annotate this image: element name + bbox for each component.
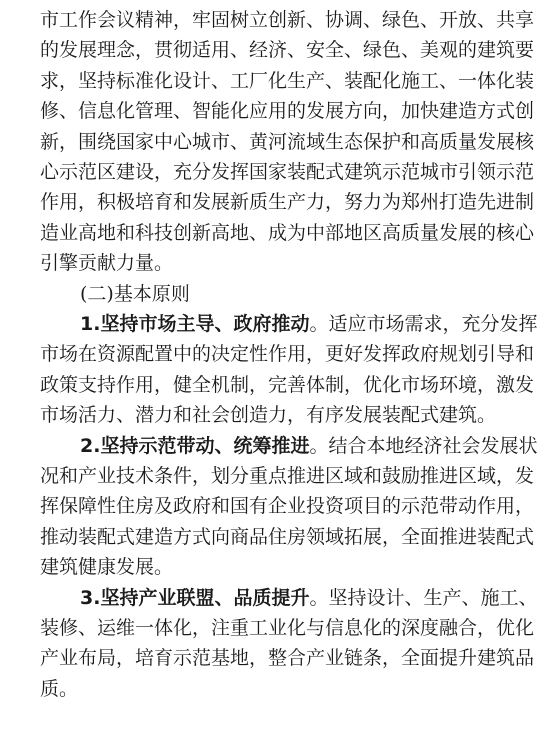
paragraph-line: 心示范区建设，充分发挥国家装配式建筑示范城市引领示范	[40, 161, 535, 183]
principle-2-first-line-rest: 。结合本地经济社会发展状	[309, 434, 538, 457]
section-heading: (二)基本原则	[80, 282, 190, 305]
paragraph-line: 挥保障性住房及政府和国有企业投资项目的示范带动作用，	[40, 495, 535, 518]
principle-1-first-line	[80, 312, 538, 336]
paragraph-line: 推动装配式建造方式向商品住房领域拓展，全面推进装配式	[40, 525, 535, 548]
principle-1-title: 1.坚持市场主导、政府推动	[80, 313, 310, 335]
paragraph-line: 新，围绕国家中心城市、黄河流域生态保护和高质量发展核	[40, 130, 535, 153]
principle-2-first-line	[80, 434, 538, 458]
paragraph-line: 装修、运维一体化，注重工业化与信息化的深度融合，优化	[40, 617, 535, 639]
paragraph-line: 况和产业技术条件，划分重点推进区域和鼓励推进区域，发	[40, 465, 535, 487]
paragraph-line: 政策支持作用，健全机制，完善体制，优化市场环境，激发	[40, 373, 535, 396]
principle-3-title: 3.坚持产业联盟、品质提升	[80, 586, 310, 609]
paragraph-line: 求，坚持标准化设计、工厂化生产、装配化施工、一体化装	[40, 69, 535, 92]
principle-2-title: 2.坚持示范带动、统筹推进	[80, 434, 310, 457]
paragraph-line: 市场在资源配置中的决定性作用，更好发挥政府规划引导和	[40, 343, 535, 366]
paragraph-line: 造业高地和科技创新高地、成为中部地区高质量发展的核心	[40, 221, 535, 244]
paragraph-line: 修、信息化管理、智能化应用的发展方向，加快建造方式创	[40, 100, 535, 123]
paragraph-line: 质。	[40, 677, 79, 700]
principle-3-first-line-rest: 。坚持设计、生产、施工、	[309, 586, 538, 609]
paragraph-line: 产业布局，培育示范基地，整合产业链条，全面提升建筑品	[40, 647, 535, 670]
paragraph-line: 市场活力、潜力和社会创造力，有序发展装配式建筑。	[40, 404, 497, 427]
paragraph-line: 建筑健康发展。	[40, 556, 174, 579]
principle-1-first-line-rest: 。适应市场需求，充分发挥	[309, 313, 538, 335]
paragraph-line: 的发展理念，贯彻适用、经济、安全、绿色、美观的建筑要	[40, 39, 535, 62]
paragraph-line: 作用，积极培育和发展新质生产力，努力为郑州打造先进制	[40, 191, 535, 214]
paragraph-line: 引擎贡献力量。	[40, 252, 174, 275]
paragraph-line: 市工作会议精神，牢固树立创新、协调、绿色、开放、共享	[40, 9, 535, 31]
principle-3-first-line	[80, 586, 538, 610]
